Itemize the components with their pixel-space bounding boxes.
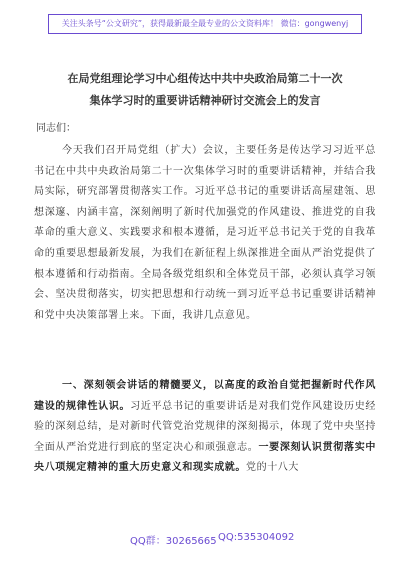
- section-text-2: 党的十八大: [246, 462, 299, 474]
- section-text-1: 习近平总书记的重要讲话是对我们党作风建设历史经验的深刻总结，是对新时代管党治党规律的深刻揭示，体现了党中央坚持全面从严治党进行到底的坚定决心和顽强意志。: [34, 400, 376, 453]
- body-paragraph-1: 今天我们召开局党组（扩大）会议，主要任务是传达学习习近平总书记在中共中央政治局第二十一次集体学习时的重要讲话精神，并结合我局实际，研究部署贯彻落实工作。习近平总书记的重要讲话高屋建瓴、思想深邃、内涵丰富，深刻阐明了新时代加强党的作风建设、推进党的自我革命的重大意义、实践要求和根本遵循，是习近平总书记关于党的自我革命的重要思想最新发展，为我们在新征程上纵深推进全面从严治党提供了根本遵循和行动指南。全局各级党组织和全体党员干部，必须认真学习领会、坚决贯彻落实，切实把思想和行动统一到习近平总书记重要讲话精神和党中央决策部署上来。下面，我讲几点意见。: [34, 145, 376, 321]
- footer-qq: QQ:535304092: [218, 532, 295, 543]
- document-title-line-1: 在局党组理论学习中心组传达中共中央政治局第二十一次: [67, 72, 343, 85]
- footer-qq-group: QQ群：30265665: [130, 536, 217, 547]
- sub-point-1: 一要深刻认识贯彻落实中央八项规定精神的重大历史意义和现实成就。: [34, 441, 376, 474]
- promo-banner: 关注头条号“公文研究”，获得最新最全最专业的公文资料库！ 微信：gongwenyj: [48, 14, 362, 34]
- salutation: 同志们：: [36, 123, 76, 134]
- section-heading-1: 一、深刻领会讲话的精髓要义，以高度的政治自觉把握新时代作风建设的规律性认识。: [34, 380, 376, 412]
- document-title-line-2: 集体学习时的重要讲话精神研讨交流会上的发言: [89, 94, 321, 107]
- body-paragraph-2: [34, 376, 376, 479]
